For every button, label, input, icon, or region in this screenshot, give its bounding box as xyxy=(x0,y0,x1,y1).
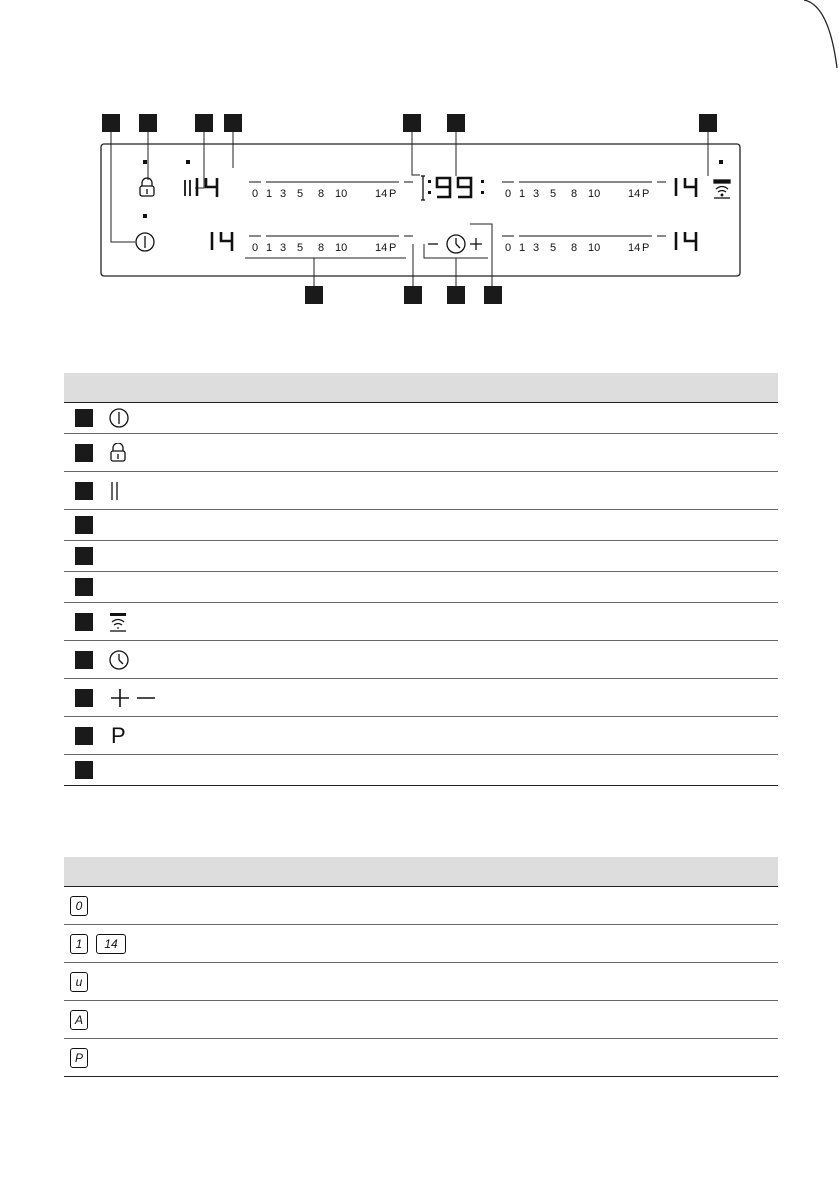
scale-label: 8 xyxy=(571,242,578,254)
pause-icon xyxy=(109,480,121,502)
panel-frame xyxy=(101,144,740,276)
ref-marker xyxy=(75,761,93,779)
ref-marker xyxy=(75,444,93,462)
scale-label: 14 xyxy=(628,242,641,254)
table1-header-comment xyxy=(416,373,778,403)
scale-label: 10 xyxy=(588,242,601,254)
scale-label: 1 xyxy=(519,242,526,254)
timer-controls xyxy=(428,235,482,253)
display-symbol: P xyxy=(70,1048,88,1068)
timer-icon xyxy=(109,650,129,670)
table-row xyxy=(64,925,778,963)
callout-marker xyxy=(404,286,422,304)
ref-marker xyxy=(75,409,93,427)
control-panel-diagram xyxy=(0,100,839,320)
scale-label: 0 xyxy=(505,188,512,200)
ref-marker xyxy=(75,613,93,631)
callout-marker xyxy=(699,114,717,132)
zone-display-rear-left xyxy=(212,232,232,251)
table-row xyxy=(64,1039,778,1077)
callout-marker xyxy=(484,286,502,304)
scale-label: 3 xyxy=(533,188,540,200)
lock-icon xyxy=(109,443,127,463)
displays-table xyxy=(64,857,778,1077)
timer-icon xyxy=(447,235,465,253)
scale-label: 8 xyxy=(571,188,578,200)
table-row xyxy=(64,1001,778,1039)
scale-label: 10 xyxy=(335,242,348,254)
scale-label: P xyxy=(642,188,650,200)
scale-label: 5 xyxy=(550,188,557,200)
display-symbol: A xyxy=(70,1010,88,1030)
plus-minus-icon xyxy=(109,688,155,708)
scale-label: 1 xyxy=(519,188,526,200)
ref-marker xyxy=(75,516,93,534)
scale-label: 14 xyxy=(628,188,641,200)
scale-label: 5 xyxy=(297,242,304,254)
scale-label: 10 xyxy=(588,188,601,200)
callout-marker xyxy=(224,114,242,132)
display-symbol: 14 xyxy=(96,934,126,954)
scale-label: P xyxy=(389,188,397,200)
power-slider[interactable] xyxy=(249,182,413,200)
plus-icon xyxy=(470,238,482,250)
table-row xyxy=(64,887,778,925)
power-sliders[interactable] xyxy=(249,182,666,254)
zone-display-rear-right xyxy=(676,232,696,251)
callout-marker xyxy=(447,286,465,304)
pause-icon[interactable] xyxy=(185,180,190,196)
scale-label: P xyxy=(389,242,397,254)
callout-marker xyxy=(102,114,120,132)
power-slider[interactable] xyxy=(249,236,413,254)
table2-header-display xyxy=(64,857,214,887)
table2-header-description xyxy=(214,857,416,887)
scale-label: 8 xyxy=(318,188,325,200)
top-callout-markers xyxy=(102,114,717,132)
scale-label: 1 xyxy=(266,242,273,254)
scale-label: 0 xyxy=(505,242,512,254)
callout-marker xyxy=(195,114,213,132)
scale-label: 3 xyxy=(280,188,287,200)
scale-label: 14 xyxy=(375,242,388,254)
hob-to-hood-icon[interactable] xyxy=(714,180,730,198)
table1-header-ref xyxy=(64,373,214,403)
scale-label: 3 xyxy=(280,242,287,254)
lock-icon[interactable] xyxy=(140,178,154,196)
scale-label: 14 xyxy=(375,188,388,200)
scale-label: P xyxy=(642,242,650,254)
table-row xyxy=(64,963,778,1001)
hob-to-hood-icon xyxy=(109,611,127,633)
scale-label: 1 xyxy=(266,188,273,200)
display-symbol: 1 xyxy=(70,934,88,954)
scale-label: 10 xyxy=(335,188,348,200)
zone-display-front-right xyxy=(676,178,696,197)
table2-header-comment xyxy=(416,857,778,887)
bottom-callout-markers xyxy=(305,286,502,304)
scale-label: 5 xyxy=(550,242,557,254)
ref-marker xyxy=(75,727,93,745)
scale-label: 0 xyxy=(252,188,259,200)
ref-marker xyxy=(75,482,93,500)
ref-marker xyxy=(75,651,93,669)
ref-marker xyxy=(75,547,93,565)
timer-display xyxy=(421,176,484,200)
scale-label: 0 xyxy=(252,242,259,254)
display-symbol: 0 xyxy=(70,896,88,916)
power-icon[interactable] xyxy=(136,233,154,251)
controls-table xyxy=(64,373,778,786)
power-slider[interactable] xyxy=(502,236,666,254)
display-symbol: u xyxy=(70,972,88,992)
p-letter-icon: P xyxy=(111,722,126,748)
callout-marker xyxy=(139,114,157,132)
callout-marker xyxy=(305,286,323,304)
power-slider[interactable] xyxy=(502,182,666,200)
callout-marker xyxy=(403,114,421,132)
scale-label: 3 xyxy=(533,242,540,254)
callout-marker xyxy=(447,114,465,132)
scale-label: 5 xyxy=(297,188,304,200)
table1-header-function xyxy=(214,373,416,403)
power-icon xyxy=(109,408,129,428)
scale-label: 8 xyxy=(318,242,325,254)
ref-marker xyxy=(75,689,93,707)
ref-marker xyxy=(75,578,93,596)
page-corner-mark xyxy=(804,0,839,70)
